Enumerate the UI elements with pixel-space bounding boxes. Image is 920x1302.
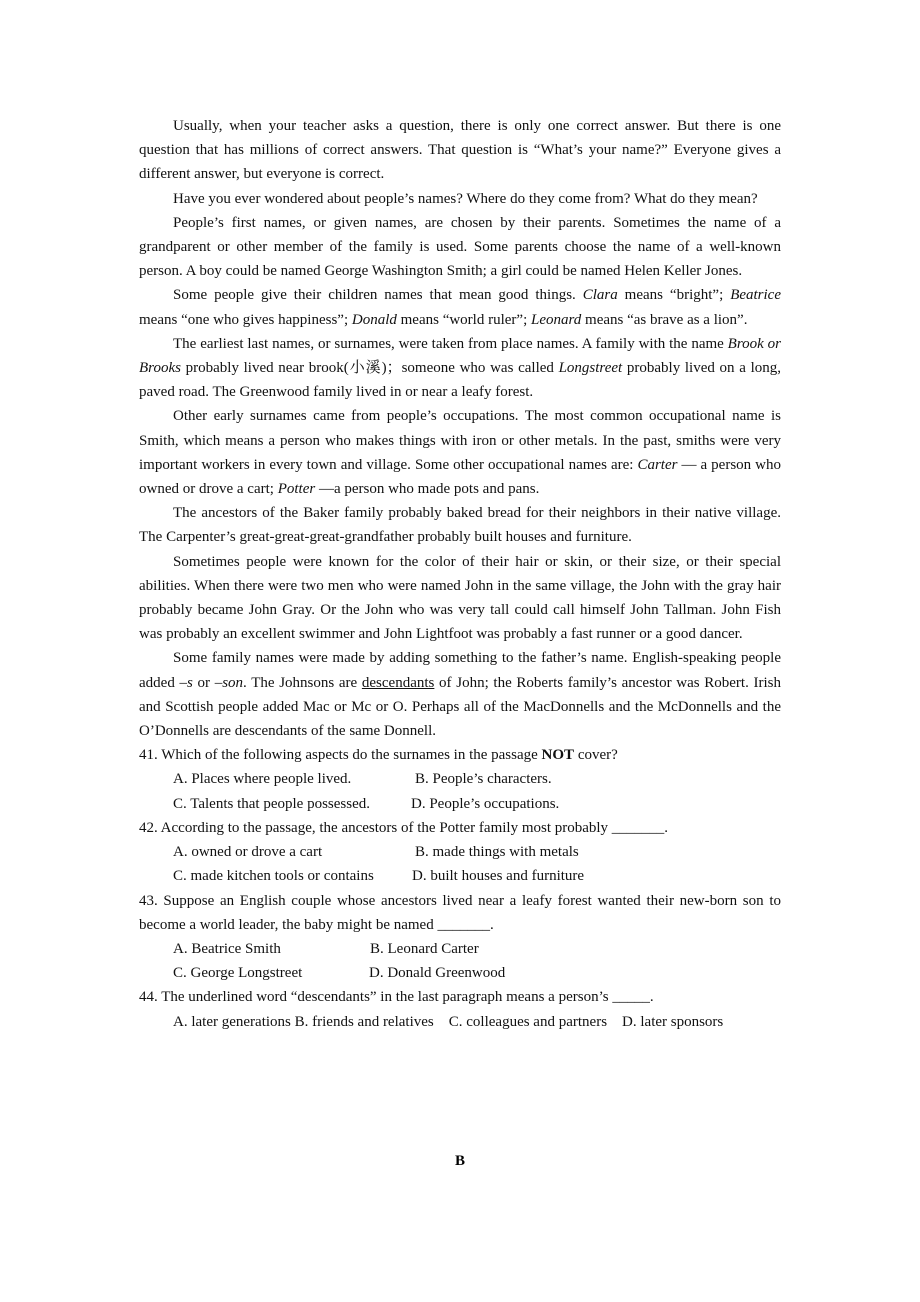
name-beatrice: Beatrice xyxy=(730,287,781,304)
question-44-stem: 44. The underlined word “descendants” in the last paragraph means a person’s _____. xyxy=(139,989,654,1006)
name-carter: Carter xyxy=(637,456,678,473)
q44-option-b[interactable]: B. friends and relatives xyxy=(294,1013,434,1030)
name-longstreet: Longstreet xyxy=(558,360,623,377)
q42-option-a[interactable]: A. owned or drove a cart xyxy=(173,844,323,861)
paragraph-2: Have you ever wondered about people’s names? Where do they come from? What do they mean? xyxy=(173,190,758,207)
q44-option-c[interactable]: C. colleagues and partners xyxy=(448,1013,608,1030)
underlined-word-descendants: descendants xyxy=(361,674,435,691)
paragraph-4: Some people give their children names that mean good things. Clara means “bright”; Beatrice means “one who gives happiness”; Donald means “world ruler”; Leonard means “as brave as a lion”. xyxy=(139,287,781,328)
question-44-options xyxy=(139,1010,781,1034)
reading-passage xyxy=(139,114,781,1034)
question-42-options-row-1 xyxy=(139,840,781,864)
paragraph-5: The earliest last names, or surnames, were taken from place names. A family with the name Brook or Brooks probably lived near brook(小溪)；someone who was called Longstreet probably lived on a long, paved road. The Greenwood family lived in or near a leafy forest. xyxy=(139,335,781,401)
q41-option-a[interactable]: A. Places where people lived. xyxy=(173,771,352,788)
paragraph-3: People’s first names, or given names, are chosen by their parents. Sometimes the name of a grandparent or other member of the family is used. Some parents choose the name of a well-known person. A boy could be named George Washington Smith; a girl could be named Helen Keller Jones. xyxy=(139,214,781,280)
paragraph-7: The ancestors of the Baker family probably baked bread for their neighbors in their native village. The Carpenter’s great-great-great-grandfather probably built houses and furniture. xyxy=(139,505,781,546)
name-potter: Potter xyxy=(277,481,316,498)
question-43-stem: 43. Suppose an English couple whose ancestors lived near a leafy forest wanted their new-born son to become a world leader, the baby might be named _______. xyxy=(139,892,781,933)
question-42-options-row-2 xyxy=(139,864,781,888)
q41-option-c[interactable]: C. Talents that people possessed. xyxy=(173,795,370,812)
q41-option-d[interactable]: D. People’s occupations. xyxy=(411,795,560,812)
question-41-stem: 41. Which of the following aspects do the surnames in the passage NOT cover? xyxy=(139,747,618,764)
q43-option-c[interactable]: C. George Longstreet xyxy=(173,965,303,982)
q44-option-a[interactable]: A. later generations xyxy=(173,1013,291,1030)
q42-option-c[interactable]: C. made kitchen tools or contains xyxy=(173,868,374,885)
question-41-options-row-1 xyxy=(139,767,781,791)
q43-option-b[interactable]: B. Leonard Carter xyxy=(370,940,479,957)
name-brook: Brook or Brooks xyxy=(139,335,781,377)
paragraph-6: Other early surnames came from people’s occupations. The most common occupational name is Smith, which means a person who makes things with iron or other metals. In the past, smiths were very important workers in every town and village. Some other occupational names are: Carter — a person who owned or drove a cart; Potter —a person who made pots and pans. xyxy=(139,408,782,498)
q42-option-b[interactable]: B. made things with metals xyxy=(415,844,579,861)
question-41-options-row-2 xyxy=(139,792,781,816)
q43-option-a[interactable]: A. Beatrice Smith xyxy=(173,940,281,957)
paragraph-8: Sometimes people were known for the color of their hair or skin, or their size, or their special abilities. When there were two men who were named John in the same village, the John with the gray hair probably became John Gray. Or the John who was very tall could call himself John Tallman. John Fish was probably an excellent swimmer and John Lightfoot was probably a fast runner or a good dancer. xyxy=(139,553,781,643)
paragraph-1: Usually, when your teacher asks a question, there is only one correct answer. But there is one question that has millions of correct answers. That question is “What’s your name?” Everyone gives a different answer, but everyone is correct. xyxy=(139,118,781,183)
name-leonard: Leonard xyxy=(531,311,582,328)
question-42-stem: 42. According to the passage, the ancestors of the Potter family most probably _______. xyxy=(139,819,669,836)
question-43-options-row-1 xyxy=(139,937,781,961)
name-donald: Donald xyxy=(351,311,397,328)
q43-option-d[interactable]: D. Donald Greenwood xyxy=(369,965,506,982)
section-label: B xyxy=(454,1153,465,1169)
question-43-options-row-2 xyxy=(139,961,781,985)
q42-option-d[interactable]: D. built houses and furniture xyxy=(412,868,585,885)
paragraph-9: Some family names were made by adding something to the father’s name. English-speaking people added –s or –son. The Johnsons are descendants of John; the Roberts family’s ancestor was Robert. Irish and Scottish people added Mac or Mc or O. Perhaps all of the MacDonnells and the McDonnells and the O’Donnells are descendants of the same Donnell. xyxy=(139,650,781,740)
name-clara: Clara xyxy=(582,287,618,304)
q41-option-b[interactable]: B. People’s characters. xyxy=(415,771,552,788)
q44-option-d[interactable]: D. later sponsors xyxy=(622,1013,724,1030)
